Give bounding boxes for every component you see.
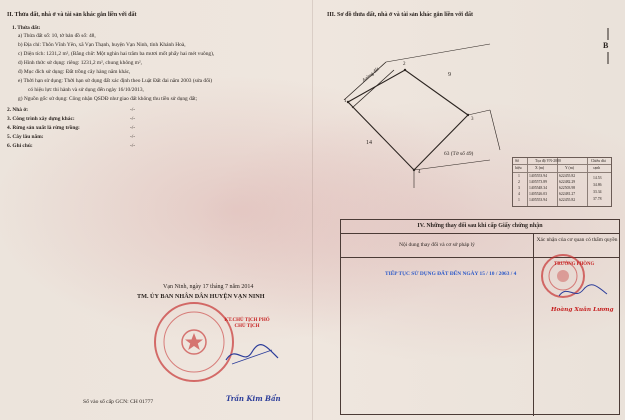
coord-header-length: Chiều dài — [591, 159, 606, 163]
other-construction-value: -/- — [130, 116, 136, 122]
coord-sub-x: X (m) — [535, 166, 545, 170]
land-label: 1. Thửa đất: — [12, 25, 41, 31]
edge-length-9: 9 — [448, 72, 451, 78]
coord-header-vn2000: Tọa độ VN-2000 — [535, 159, 561, 163]
officer-name: Hoàng Xuân Lương — [551, 307, 614, 313]
changes-title-row — [341, 220, 619, 234]
coord-row-no: 1 — [518, 198, 520, 202]
parcel-diagram — [330, 30, 510, 190]
changes-divider — [533, 234, 534, 416]
house-label: 2. Nhà ở: — [7, 107, 29, 113]
other-construction-label: 3. Công trình xây dựng khác: — [7, 116, 75, 122]
changes-col-content: Nội dung thay đổi và cơ sở pháp lý — [399, 242, 475, 248]
signer-signature-icon — [222, 340, 282, 370]
coord-row-no: 1 — [518, 174, 520, 178]
office-stamp-caption: TRƯỞNG PHÒNG — [554, 262, 595, 267]
coord-row-length: 37.78 — [593, 197, 602, 201]
note-value: -/- — [130, 143, 136, 149]
forest-label: 4. Rừng sản xuất là rừng trồng: — [7, 125, 80, 131]
signer-title-stamp: KT.CHỦ TỊCH PHÓ CHỦ TỊCH — [224, 318, 270, 329]
coord-row-length: 34.86 — [593, 183, 602, 187]
coord-header-no: Số — [515, 159, 520, 163]
fold-line — [312, 0, 313, 420]
land-purpose-line: đ) Mục đích sử dụng: Đất trồng cây hàng năm khác, — [18, 69, 131, 75]
section2-title: II. Thửa đất, nhà ở và tài sản khác gắn liền với đất — [7, 12, 137, 18]
land-origin-line: g) Nguồn gốc sử dụng: Công nhận QSDĐ như giao đất không thu tiền sử dụng đất; — [18, 96, 198, 102]
coord-row-no: 4 — [518, 192, 520, 196]
coord-sub-edge: cạnh — [593, 166, 601, 170]
certificate-register-number: Số vào sổ cấp GCN: CH 01777 — [83, 399, 154, 405]
vertex-1: 1 — [344, 99, 347, 104]
edge-length-14: 14 — [366, 140, 372, 146]
place-date: Vạn Ninh, ngày 17 tháng 7 năm 2014 — [163, 284, 254, 290]
land-term-line-2: có hiệu lực thi hành và sử dụng đến ngày 16/10/2013, — [28, 87, 144, 93]
coord-row-x: 1405526.03 — [529, 192, 548, 196]
section4-title: IV. Những thay đổi sau khi cấp Giấy chứng nhận — [417, 223, 543, 229]
perennial-label: 5. Cây lâu năm: — [7, 134, 44, 140]
coord-row-no: 3 — [518, 186, 520, 190]
issuing-organization: TM. ỦY BAN NHÂN DÂN HUYỆN VẠN NINH — [137, 293, 265, 300]
vertex-4: 4 — [418, 170, 421, 175]
land-term-line: e) Thời hạn sử dụng: Thời hạn sử dụng đất xác định theo Luật Đất đai năm 2003 (sửa đổi) — [18, 78, 213, 84]
neighbor-parcel-label: 63 (Tờ số 49) — [444, 151, 474, 157]
coordinate-table — [512, 157, 612, 207]
coord-row-y: 622503.98 — [559, 186, 576, 190]
section3-title: III. Sơ đồ thửa đất, nhà ở và tài sản khác gắn liền với đất — [327, 12, 473, 18]
coord-row-y: 622481.27 — [559, 192, 576, 196]
forest-value: -/- — [130, 125, 136, 131]
coord-row-x: 1405573.89 — [529, 180, 548, 184]
north-arrow-icon — [604, 26, 612, 66]
land-parcel-line: a) Thửa đất số: 10, tờ bản đồ số: 48, — [18, 33, 96, 39]
coord-row-x: 1405548.34 — [529, 186, 548, 190]
road-label: đường đất — [362, 67, 381, 84]
coord-row-length: 14.53 — [593, 176, 602, 180]
coord-row-x: 1405553.94 — [529, 174, 548, 178]
seal-emblem-icon — [156, 304, 232, 380]
note-label: 6. Ghi chú: — [7, 143, 33, 149]
coord-row-no: 2 — [518, 180, 520, 184]
land-usage-form-line: d) Hình thức sử dụng: riêng: 1231,2 m², chung không m², — [18, 60, 142, 66]
officer-signature-icon — [555, 282, 611, 302]
coord-row-y: 622455.82 — [559, 198, 576, 202]
vertex-3: 3 — [471, 117, 474, 122]
north-arrow-label: B — [603, 41, 609, 50]
coord-row-y: 622455.82 — [559, 174, 576, 178]
coord-sub-y: Y (m) — [565, 166, 575, 170]
changes-table — [340, 219, 620, 415]
coord-row-length: 33.34 — [593, 190, 602, 194]
vertex-2: 2 — [403, 62, 406, 67]
coord-row-x: 1405553.94 — [529, 198, 548, 202]
changes-col-confirm: Xác nhận của cơ quan có thẩm quyền — [536, 237, 618, 243]
land-area-line: c) Diện tích: 1231,2 m², (Bằng chữ: Một nghìn hai trăm ba mươi mốt phẩy hai mét vuông), — [18, 51, 215, 57]
signer-name: Trần Kim Bẩn — [226, 394, 281, 403]
changes-header-row — [341, 234, 619, 258]
perennial-value: -/- — [130, 134, 136, 140]
changes-entry-text: TIẾP TỤC SỬ DỤNG ĐẤT ĐẾN NGÀY 15 / 10 / 2063 / 4 — [385, 271, 517, 277]
house-value: -/- — [130, 107, 136, 113]
land-address-line: b) Địa chỉ: Thôn Vĩnh Yên, xã Vạn Thạnh, huyện Vạn Ninh, tỉnh Khánh Hoà, — [18, 42, 186, 48]
coord-row-y: 622482.29 — [559, 180, 576, 184]
coord-sub-no: hiệu — [515, 166, 522, 170]
